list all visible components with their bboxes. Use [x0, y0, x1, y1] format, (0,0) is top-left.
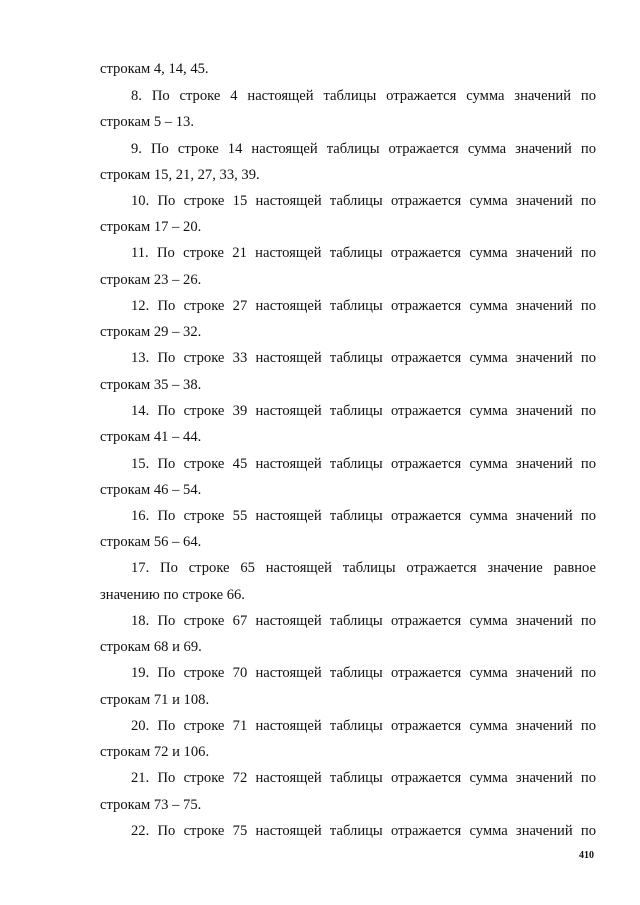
item-9-line-2: строкам 15, 21, 27, 33, 39. — [100, 167, 260, 183]
item-19-line-1: 19. По строке 70 настоящей таблицы отражается сумма значений по — [131, 665, 596, 681]
item-17-line-1: 17. По строке 65 настоящей таблицы отражается значение равное — [131, 560, 596, 576]
item-18-line-2: строкам 68 и 69. — [100, 639, 202, 655]
item-14-line-2: строкам 41 – 44. — [100, 429, 202, 445]
item-18-line-1: 18. По строке 67 настоящей таблицы отражается сумма значений по — [131, 613, 596, 629]
continuation-line: строкам 4, 14, 45. — [100, 61, 209, 77]
item-22-line-1: 22. По строке 75 настоящей таблицы отражается сумма значений по — [131, 823, 596, 839]
item-10-line-1: 10. По строке 15 настоящей таблицы отражается сумма значений по — [131, 193, 596, 209]
item-19-line-2: строкам 71 и 108. — [100, 692, 210, 708]
item-20-line-2: строкам 72 и 106. — [100, 744, 210, 760]
item-10-line-2: строкам 17 – 20. — [100, 219, 202, 235]
item-14-line-1: 14. По строке 39 настоящей таблицы отражается сумма значений по — [131, 403, 596, 419]
item-8-line-2: строкам 5 – 13. — [100, 114, 194, 130]
item-11-line-1: 11. По строке 21 настоящей таблицы отражается сумма значений по — [131, 245, 596, 261]
item-11-line-2: строкам 23 – 26. — [100, 272, 202, 288]
item-9-line-1: 9. По строке 14 настоящей таблицы отражается сумма значений по — [131, 141, 596, 157]
item-16-line-1: 16. По строке 55 настоящей таблицы отражается сумма значений по — [131, 508, 596, 524]
item-17-line-2: значению по строке 66. — [100, 587, 245, 603]
item-8-line-1: 8. По строке 4 настоящей таблицы отражается сумма значений по — [131, 88, 596, 104]
item-12-line-1: 12. По строке 27 настоящей таблицы отражается сумма значений по — [131, 298, 596, 314]
item-15-line-2: строкам 46 – 54. — [100, 482, 202, 498]
item-21-line-2: строкам 73 – 75. — [100, 797, 202, 813]
item-13-line-1: 13. По строке 33 настоящей таблицы отражается сумма значений по — [131, 350, 596, 366]
item-12-line-2: строкам 29 – 32. — [100, 324, 202, 340]
item-13-line-2: строкам 35 – 38. — [100, 377, 202, 393]
item-21-line-1: 21. По строке 72 настоящей таблицы отражается сумма значений по — [131, 770, 596, 786]
item-20-line-1: 20. По строке 71 настоящей таблицы отражается сумма значений по — [131, 718, 596, 734]
item-16-line-2: строкам 56 – 64. — [100, 534, 202, 550]
item-15-line-1: 15. По строке 45 настоящей таблицы отражается сумма значений по — [131, 456, 596, 472]
page-number: 410 — [579, 850, 594, 861]
